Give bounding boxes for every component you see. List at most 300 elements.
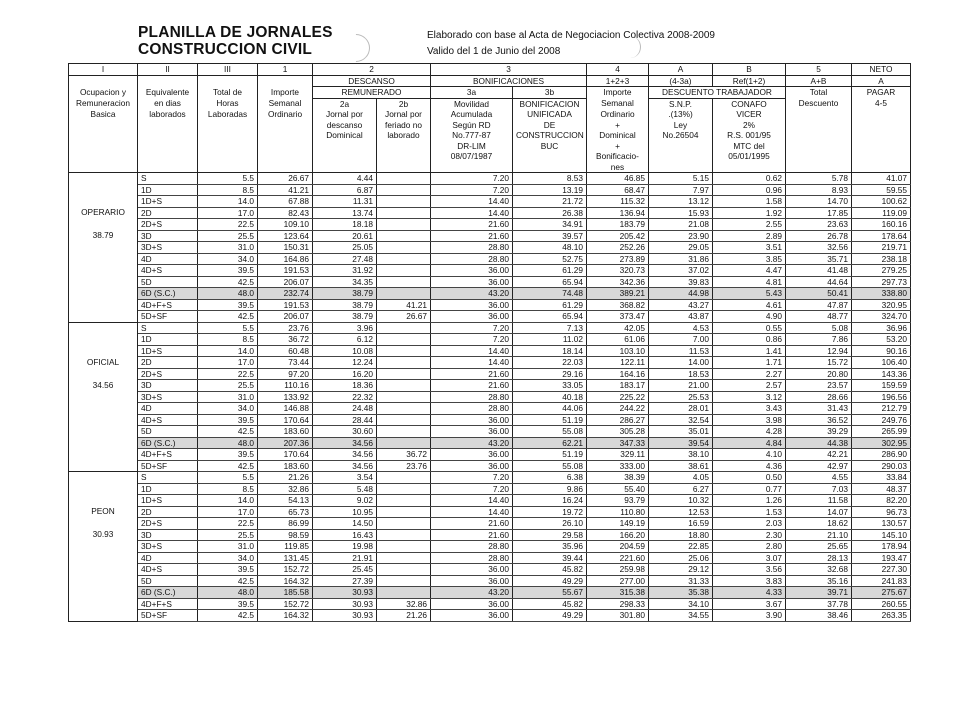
table-cell: 7.20 bbox=[431, 173, 513, 185]
header-cell bbox=[513, 162, 587, 173]
table-cell: 252.26 bbox=[587, 242, 649, 254]
table-cell: 20.80 bbox=[786, 368, 852, 380]
header-cell: (4-3a) bbox=[649, 75, 713, 87]
table-cell: 43.87 bbox=[649, 311, 713, 323]
table-cell: 34.35 bbox=[313, 276, 377, 288]
table-cell: 5D bbox=[138, 426, 198, 438]
table-cell bbox=[377, 265, 431, 277]
table-row bbox=[69, 598, 911, 610]
header-cell bbox=[198, 75, 258, 87]
table-cell: 12.53 bbox=[649, 506, 713, 518]
table-row bbox=[69, 391, 911, 403]
table-cell: 221.60 bbox=[587, 552, 649, 564]
table-cell: 36.00 bbox=[431, 460, 513, 472]
table-cell: 4.10 bbox=[713, 449, 786, 461]
occupation-cell bbox=[69, 598, 138, 610]
table-cell: 31.92 bbox=[313, 265, 377, 277]
table-cell: 34.56 bbox=[313, 449, 377, 461]
table-cell: S bbox=[138, 472, 198, 484]
table-cell: 44.98 bbox=[649, 288, 713, 300]
table-cell: 263.35 bbox=[852, 610, 911, 622]
table-cell: 5D+SF bbox=[138, 311, 198, 323]
table-cell: 4.90 bbox=[713, 311, 786, 323]
table-cell: 286.27 bbox=[587, 414, 649, 426]
table-cell: 5.5 bbox=[198, 322, 258, 334]
table-cell: 96.73 bbox=[852, 506, 911, 518]
occupation-cell bbox=[69, 518, 138, 530]
table-cell bbox=[377, 541, 431, 553]
table-cell: 4.28 bbox=[713, 426, 786, 438]
header-cell bbox=[69, 151, 138, 162]
occupation-cell bbox=[69, 426, 138, 438]
header-row bbox=[69, 151, 911, 162]
table-cell: 23.57 bbox=[786, 380, 852, 392]
table-cell: 11.31 bbox=[313, 196, 377, 208]
table-cell: 4D bbox=[138, 403, 198, 415]
table-cell: 2D bbox=[138, 357, 198, 369]
occupation-cell bbox=[69, 288, 138, 300]
header-cell: Total bbox=[786, 87, 852, 99]
table-cell: 1D bbox=[138, 483, 198, 495]
table-cell bbox=[377, 242, 431, 254]
table-cell: 25.05 bbox=[313, 242, 377, 254]
table-cell: 18.18 bbox=[313, 219, 377, 231]
table-cell: 10.95 bbox=[313, 506, 377, 518]
table-cell: 1.41 bbox=[713, 345, 786, 357]
occupation-cell bbox=[69, 311, 138, 323]
occupation-cell bbox=[69, 242, 138, 254]
table-cell: 16.43 bbox=[313, 529, 377, 541]
header-cell: Ref(1+2) bbox=[713, 75, 786, 87]
table-cell: 1.71 bbox=[713, 357, 786, 369]
table-cell: 34.56 bbox=[313, 460, 377, 472]
occupation-cell bbox=[69, 184, 138, 196]
table-cell: 315.38 bbox=[587, 587, 649, 599]
header-cell: Jornal por bbox=[377, 109, 431, 120]
table-cell: 25.45 bbox=[313, 564, 377, 576]
header-row bbox=[69, 120, 911, 131]
table-cell: 13.12 bbox=[649, 196, 713, 208]
table-cell: 273.89 bbox=[587, 253, 649, 265]
table-cell: 302.95 bbox=[852, 437, 911, 449]
header-cell bbox=[198, 120, 258, 131]
table-cell: 82.20 bbox=[852, 495, 911, 507]
occupation-cell bbox=[69, 495, 138, 507]
table-cell: 31.0 bbox=[198, 242, 258, 254]
scan-mark bbox=[620, 36, 641, 58]
table-cell: 164.32 bbox=[258, 610, 313, 622]
table-cell: 39.5 bbox=[198, 265, 258, 277]
header-cell: Remuneracion bbox=[69, 98, 138, 109]
table-cell: 373.47 bbox=[587, 311, 649, 323]
header-cell bbox=[431, 162, 513, 173]
table-cell: 43.20 bbox=[431, 288, 513, 300]
table-cell: 298.33 bbox=[587, 598, 649, 610]
table-cell: 39.5 bbox=[198, 299, 258, 311]
header-cell: Ordinario bbox=[258, 109, 313, 120]
header-cell: en dias bbox=[138, 98, 198, 109]
occupation-cell bbox=[69, 299, 138, 311]
table-cell: 6D (S.C.) bbox=[138, 437, 198, 449]
subtitle-line-1: Elaborado con base al Acta de Negociacion Colectiva 2008-2009 bbox=[427, 30, 715, 41]
table-cell: 196.56 bbox=[852, 391, 911, 403]
table-cell: 34.0 bbox=[198, 552, 258, 564]
table-cell: 3.51 bbox=[713, 242, 786, 254]
table-row bbox=[69, 357, 911, 369]
header-cell bbox=[69, 130, 138, 141]
table-cell: 32.86 bbox=[377, 598, 431, 610]
table-row bbox=[69, 552, 911, 564]
table-cell: 305.28 bbox=[587, 426, 649, 438]
header-cell bbox=[138, 151, 198, 162]
table-cell: 38.10 bbox=[649, 449, 713, 461]
table-cell bbox=[377, 414, 431, 426]
table-cell: 21.60 bbox=[431, 219, 513, 231]
header-cell: DR-LIM bbox=[431, 141, 513, 152]
header-cell: Acumulada bbox=[431, 109, 513, 120]
header-cell: 1+2+3 bbox=[587, 75, 649, 87]
table-cell: 38.79 bbox=[313, 299, 377, 311]
header-cell: BUC bbox=[513, 141, 587, 152]
table-cell: 36.00 bbox=[431, 449, 513, 461]
table-cell: 21.60 bbox=[431, 380, 513, 392]
header-cell bbox=[138, 141, 198, 152]
table-cell: 34.91 bbox=[513, 219, 587, 231]
table-row bbox=[69, 610, 911, 622]
header-cell: Dominical bbox=[587, 130, 649, 141]
table-cell: 38.79 bbox=[313, 288, 377, 300]
table-cell: 31.33 bbox=[649, 575, 713, 587]
table-cell: 4D+S bbox=[138, 564, 198, 576]
table-cell: 34.0 bbox=[198, 253, 258, 265]
table-cell: 7.97 bbox=[649, 184, 713, 196]
table-cell: 275.67 bbox=[852, 587, 911, 599]
table-cell bbox=[377, 391, 431, 403]
table-cell: 14.07 bbox=[786, 506, 852, 518]
occupation-cell bbox=[69, 449, 138, 461]
table-cell: 25.65 bbox=[786, 541, 852, 553]
table-cell: 36.00 bbox=[431, 575, 513, 587]
table-cell: 205.42 bbox=[587, 230, 649, 242]
occupation-cell bbox=[69, 437, 138, 449]
table-cell: 4.47 bbox=[713, 265, 786, 277]
header-cell: Horas bbox=[198, 98, 258, 109]
header-cell: I bbox=[69, 64, 138, 76]
table-cell: 93.79 bbox=[587, 495, 649, 507]
wage-table bbox=[68, 63, 911, 622]
table-cell: S bbox=[138, 173, 198, 185]
table-cell: 241.83 bbox=[852, 575, 911, 587]
table-row bbox=[69, 253, 911, 265]
scan-mark bbox=[336, 28, 376, 68]
table-row bbox=[69, 426, 911, 438]
header-cell bbox=[69, 75, 138, 87]
table-cell: 290.03 bbox=[852, 460, 911, 472]
table-cell: 11.58 bbox=[786, 495, 852, 507]
table-cell: 7.20 bbox=[431, 322, 513, 334]
table-cell: 238.18 bbox=[852, 253, 911, 265]
occupation-cell bbox=[69, 575, 138, 587]
table-cell: 178.94 bbox=[852, 541, 911, 553]
table-cell: 227.30 bbox=[852, 564, 911, 576]
occupation-cell bbox=[69, 541, 138, 553]
table-cell: 159.59 bbox=[852, 380, 911, 392]
table-cell: 28.80 bbox=[431, 253, 513, 265]
header-cell: REMUNERADO bbox=[313, 87, 431, 99]
table-cell: 1D bbox=[138, 334, 198, 346]
header-cell: 3 bbox=[431, 64, 587, 76]
table-cell: 30.93 bbox=[313, 587, 377, 599]
table-cell: 53.20 bbox=[852, 334, 911, 346]
table-cell: 4D bbox=[138, 253, 198, 265]
table-cell: 0.86 bbox=[713, 334, 786, 346]
table-row bbox=[69, 449, 911, 461]
table-cell: 68.47 bbox=[587, 184, 649, 196]
table-cell: S bbox=[138, 322, 198, 334]
table-cell: 30.93 bbox=[313, 610, 377, 622]
table-cell: 146.88 bbox=[258, 403, 313, 415]
table-cell: 31.43 bbox=[786, 403, 852, 415]
table-cell bbox=[377, 184, 431, 196]
table-cell: 61.29 bbox=[513, 265, 587, 277]
table-cell bbox=[377, 173, 431, 185]
table-cell: 7.86 bbox=[786, 334, 852, 346]
table-cell: 17.0 bbox=[198, 357, 258, 369]
table-cell: 17.85 bbox=[786, 207, 852, 219]
table-cell: 4.81 bbox=[713, 276, 786, 288]
table-cell: 4D bbox=[138, 552, 198, 564]
table-cell bbox=[377, 483, 431, 495]
table-cell: 14.40 bbox=[431, 495, 513, 507]
table-cell: 21.00 bbox=[649, 380, 713, 392]
table-cell: 31.0 bbox=[198, 541, 258, 553]
table-cell: 183.17 bbox=[587, 380, 649, 392]
table-cell: 97.20 bbox=[258, 368, 313, 380]
table-cell: 21.60 bbox=[431, 529, 513, 541]
table-cell: 31.86 bbox=[649, 253, 713, 265]
table-cell: 27.39 bbox=[313, 575, 377, 587]
table-cell: 36.72 bbox=[258, 334, 313, 346]
table-cell: 29.16 bbox=[513, 368, 587, 380]
header-cell bbox=[852, 141, 911, 152]
table-cell: 25.5 bbox=[198, 230, 258, 242]
header-cell: CONAFO bbox=[713, 98, 786, 109]
table-cell: 109.10 bbox=[258, 219, 313, 231]
table-cell: 106.40 bbox=[852, 357, 911, 369]
header-cell: Equivalente bbox=[138, 87, 198, 99]
table-cell: 36.00 bbox=[431, 414, 513, 426]
header-cell bbox=[138, 130, 198, 141]
table-cell: 39.71 bbox=[786, 587, 852, 599]
header-cell bbox=[258, 120, 313, 131]
table-cell: 178.64 bbox=[852, 230, 911, 242]
table-cell: 5.43 bbox=[713, 288, 786, 300]
table-cell: 22.5 bbox=[198, 219, 258, 231]
table-cell: 52.75 bbox=[513, 253, 587, 265]
table-cell bbox=[377, 552, 431, 564]
header-cell: III bbox=[198, 64, 258, 76]
table-cell: 6D (S.C.) bbox=[138, 587, 198, 599]
header-cell: R.S. 001/95 bbox=[713, 130, 786, 141]
header-cell: 3a bbox=[431, 87, 513, 99]
table-cell: 324.70 bbox=[852, 311, 911, 323]
occupation-cell bbox=[69, 265, 138, 277]
table-cell: 12.24 bbox=[313, 357, 377, 369]
header-cell: feriado no bbox=[377, 120, 431, 131]
header-cell bbox=[852, 130, 911, 141]
table-cell: 47.87 bbox=[786, 299, 852, 311]
table-cell: 38.46 bbox=[786, 610, 852, 622]
header-cell bbox=[513, 151, 587, 162]
table-cell: 14.40 bbox=[431, 207, 513, 219]
table-cell bbox=[377, 380, 431, 392]
table-cell: 36.00 bbox=[431, 610, 513, 622]
occupation-cell bbox=[69, 368, 138, 380]
table-cell: 1D+S bbox=[138, 495, 198, 507]
table-cell: 3.43 bbox=[713, 403, 786, 415]
table-cell: 206.07 bbox=[258, 276, 313, 288]
table-cell bbox=[377, 426, 431, 438]
table-cell: 183.60 bbox=[258, 460, 313, 472]
table-cell: 42.5 bbox=[198, 426, 258, 438]
table-cell: 16.20 bbox=[313, 368, 377, 380]
table-cell: 90.16 bbox=[852, 345, 911, 357]
table-cell: 8.5 bbox=[198, 483, 258, 495]
table-cell: 3.12 bbox=[713, 391, 786, 403]
header-cell bbox=[313, 151, 377, 162]
table-cell: 19.72 bbox=[513, 506, 587, 518]
occupation-cell bbox=[69, 587, 138, 599]
header-cell bbox=[198, 162, 258, 173]
occupation-cell: PEON bbox=[69, 506, 138, 518]
table-cell: 1.53 bbox=[713, 506, 786, 518]
header-row bbox=[69, 162, 911, 173]
table-row bbox=[69, 541, 911, 553]
table-cell: 18.36 bbox=[313, 380, 377, 392]
header-cell bbox=[852, 162, 911, 173]
occupation-cell bbox=[69, 173, 138, 185]
occupation-cell bbox=[69, 552, 138, 564]
table-cell: 13.74 bbox=[313, 207, 377, 219]
table-cell: 3.85 bbox=[713, 253, 786, 265]
table-cell: 41.48 bbox=[786, 265, 852, 277]
table-cell bbox=[377, 253, 431, 265]
table-cell: 185.58 bbox=[258, 587, 313, 599]
header-cell: VICER bbox=[713, 109, 786, 120]
table-cell: 43.20 bbox=[431, 437, 513, 449]
table-cell: 26.38 bbox=[513, 207, 587, 219]
table-cell: 13.19 bbox=[513, 184, 587, 196]
table-cell: 2.30 bbox=[713, 529, 786, 541]
table-cell: 1D bbox=[138, 184, 198, 196]
table-cell bbox=[377, 196, 431, 208]
header-cell: laborados bbox=[138, 109, 198, 120]
table-cell: 193.47 bbox=[852, 552, 911, 564]
table-row bbox=[69, 334, 911, 346]
table-cell: 21.26 bbox=[377, 610, 431, 622]
table-cell: 9.86 bbox=[513, 483, 587, 495]
table-cell: 22.85 bbox=[649, 541, 713, 553]
table-cell: 5.5 bbox=[198, 173, 258, 185]
header-cell: Según RD bbox=[431, 120, 513, 131]
table-cell: 1D+S bbox=[138, 345, 198, 357]
table-cell: 115.32 bbox=[587, 196, 649, 208]
table-cell: 45.82 bbox=[513, 564, 587, 576]
table-cell: 28.80 bbox=[431, 242, 513, 254]
table-cell: 14.00 bbox=[649, 357, 713, 369]
table-cell: 191.53 bbox=[258, 265, 313, 277]
table-cell: 164.32 bbox=[258, 575, 313, 587]
header-cell bbox=[377, 162, 431, 173]
header-cell: + bbox=[587, 141, 649, 152]
table-cell: 18.62 bbox=[786, 518, 852, 530]
header-cell bbox=[649, 162, 713, 173]
table-cell: 170.64 bbox=[258, 449, 313, 461]
table-cell: 48.10 bbox=[513, 242, 587, 254]
table-cell: 40.18 bbox=[513, 391, 587, 403]
table-cell: 43.20 bbox=[431, 587, 513, 599]
table-cell: 3.56 bbox=[713, 564, 786, 576]
table-cell: 3D bbox=[138, 230, 198, 242]
header-cell: BONIFICACIONES bbox=[431, 75, 587, 87]
occupation-cell: OPERARIO bbox=[69, 207, 138, 219]
table-cell: 7.20 bbox=[431, 184, 513, 196]
header-cell: Bonificacio- bbox=[587, 151, 649, 162]
table-cell: 183.60 bbox=[258, 426, 313, 438]
table-cell: 219.71 bbox=[852, 242, 911, 254]
table-cell: 3.67 bbox=[713, 598, 786, 610]
table-cell: 26.78 bbox=[786, 230, 852, 242]
table-cell: 5D+SF bbox=[138, 610, 198, 622]
table-cell: 35.71 bbox=[786, 253, 852, 265]
table-cell: 21.26 bbox=[258, 472, 313, 484]
header-cell: Importe bbox=[587, 87, 649, 99]
header-cell: No.777-87 bbox=[431, 130, 513, 141]
table-cell: 4.61 bbox=[713, 299, 786, 311]
table-cell: 5D+SF bbox=[138, 460, 198, 472]
table-cell: 2D+S bbox=[138, 518, 198, 530]
header-cell: B bbox=[713, 64, 786, 76]
table-cell: 6.12 bbox=[313, 334, 377, 346]
table-cell: 21.08 bbox=[649, 219, 713, 231]
table-cell: 7.20 bbox=[431, 472, 513, 484]
table-cell bbox=[377, 437, 431, 449]
table-cell: 4.84 bbox=[713, 437, 786, 449]
header-cell: descanso bbox=[313, 120, 377, 131]
table-cell: 51.19 bbox=[513, 449, 587, 461]
occupation-cell: 34.56 bbox=[69, 380, 138, 392]
table-cell: 42.5 bbox=[198, 610, 258, 622]
table-row bbox=[69, 345, 911, 357]
table-cell: 38.39 bbox=[587, 472, 649, 484]
table-cell: 244.22 bbox=[587, 403, 649, 415]
occupation-cell bbox=[69, 391, 138, 403]
header-cell: Descuento bbox=[786, 98, 852, 109]
header-cell bbox=[786, 162, 852, 173]
table-cell: 21.60 bbox=[431, 230, 513, 242]
header-cell: 2% bbox=[713, 120, 786, 131]
table-cell: 30.60 bbox=[313, 426, 377, 438]
table-cell: 4.44 bbox=[313, 173, 377, 185]
table-cell: 32.54 bbox=[649, 414, 713, 426]
table-cell: 17.0 bbox=[198, 207, 258, 219]
table-cell: 149.19 bbox=[587, 518, 649, 530]
table-cell: 14.50 bbox=[313, 518, 377, 530]
table-cell: 35.01 bbox=[649, 426, 713, 438]
header-cell bbox=[258, 75, 313, 87]
header-cell bbox=[198, 151, 258, 162]
occupation-cell bbox=[69, 334, 138, 346]
